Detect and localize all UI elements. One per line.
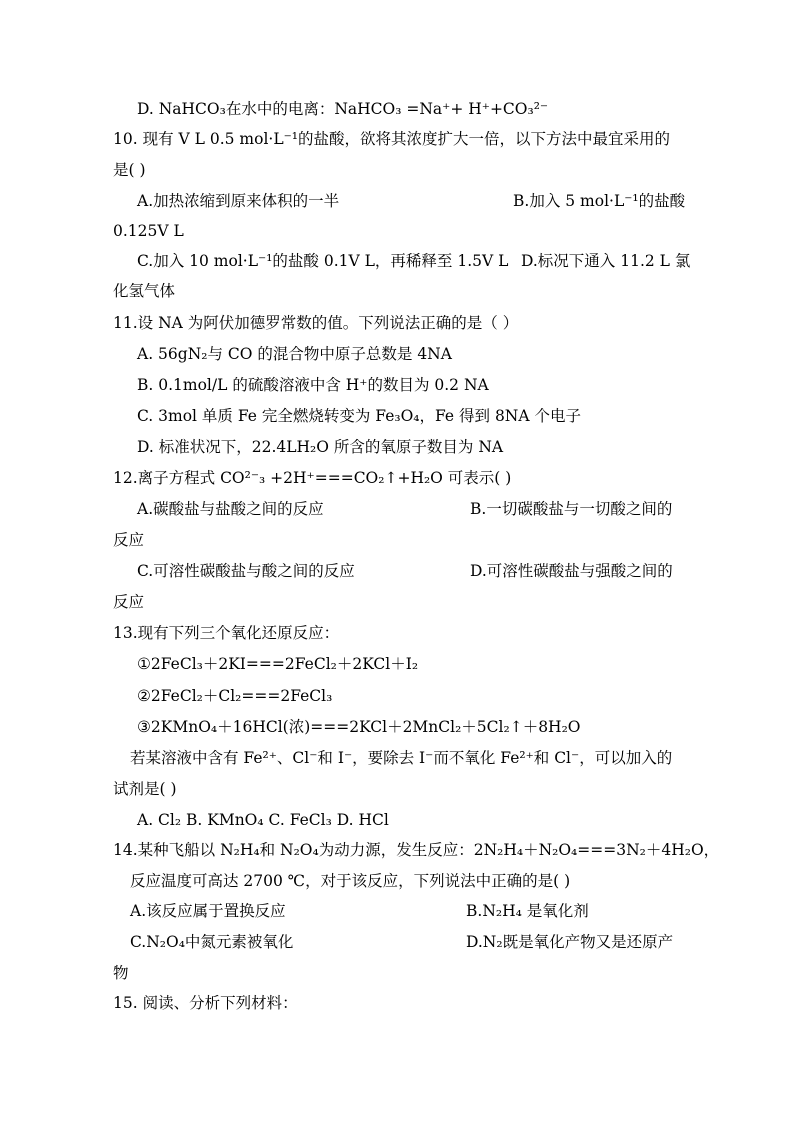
q12-option-d: D.可溶性碳酸盐与强酸之间的 <box>470 562 673 580</box>
q14-option-b: B.N₂H₄ 是氧化剂 <box>466 902 589 920</box>
q12-option-b: B.一切碳酸盐与一切酸之间的 <box>470 500 673 518</box>
q11-option-b: B. 0.1mol/L 的硫酸溶液中含 H⁺的数目为 0.2 NA <box>137 376 489 394</box>
q11-stem: 11.设 NA 为阿伏加德罗常数的值。下列说法正确的是（ ） <box>113 314 519 332</box>
q13-question-cont: 试剂是( ) <box>113 780 177 798</box>
q10-option-b: B.加入 5 mol·L⁻¹的盐酸 <box>513 192 686 210</box>
q12-option-d-cont: 反应 <box>113 593 145 611</box>
q12-option-b-cont: 反应 <box>113 531 145 549</box>
q12-option-a: A.碳酸盐与盐酸之间的反应 <box>137 500 324 518</box>
q14-stem: 14.某种飞船以 N₂H₄和 N₂O₄为动力源，发生反应：2N₂H₄＋N₂O₄===3N₂＋4H₂O， <box>113 841 720 859</box>
q14-option-d-cont: 物 <box>113 964 129 982</box>
q10-option-c: C.加入 10 mol·L⁻¹的盐酸 0.1V L，再稀释至 1.5V L <box>137 252 509 270</box>
q13-question: 若某溶液中含有 Fe²⁺、Cl⁻和 I⁻，要除去 I⁻而不氧化 Fe²⁺和 Cl⁻，可以加入的 <box>130 749 673 767</box>
q10-option-d-cont: 化氢气体 <box>113 282 176 300</box>
q11-option-a: A. 56gN₂与 CO 的混合物中原子总数是 4NA <box>137 345 452 363</box>
q14-option-d: D.N₂既是氧化产物又是还原产 <box>466 933 674 951</box>
q11-option-d: D. 标准状况下，22.4LH₂O 所含的氧原子数目为 NA <box>137 438 504 456</box>
q10-stem-cont: 是( ) <box>113 161 146 179</box>
q13-options: A. Cl₂ B. KMnO₄ C. FeCl₃ D. HCl <box>137 811 389 829</box>
q10-stem: 10. 现有 V L 0.5 mol·L⁻¹的盐酸，欲将其浓度扩大一倍，以下方法中最宜采用的 <box>113 130 671 148</box>
q10-option-d: D.标况下通入 11.2 L 氯 <box>521 252 691 270</box>
q14-option-c: C.N₂O₄中氮元素被氧化 <box>130 933 294 951</box>
q12-option-c: C.可溶性碳酸盐与酸之间的反应 <box>137 562 355 580</box>
q9-option-d: D. NaHCO₃在水中的电离：NaHCO₃ =Na⁺+ H⁺+CO₃²⁻ <box>137 100 549 118</box>
q12-stem: 12.离子方程式 CO²⁻₃ +2H⁺===CO₂↑+H₂O 可表示( ) <box>113 469 512 487</box>
q13-reaction-1: ①2FeCl₃＋2KI===2FeCl₂＋2KCl＋I₂ <box>137 655 419 673</box>
q11-option-c: C. 3mol 单质 Fe 完全燃烧转变为 Fe₃O₄，Fe 得到 8NA 个电子 <box>137 407 581 425</box>
q13-stem: 13.现有下列三个氧化还原反应： <box>113 624 340 642</box>
q13-reaction-2: ②2FeCl₂＋Cl₂===2FeCl₃ <box>137 687 333 705</box>
q14-option-a: A.该反应属于置换反应 <box>130 902 286 920</box>
q14-stem-cont: 反应温度可高达 2700 ℃，对于该反应，下列说法中正确的是( ) <box>130 872 571 890</box>
q10-option-a: A.加热浓缩到原来体积的一半 <box>137 192 340 210</box>
q15-stem: 15. 阅读、分析下列材料： <box>113 994 298 1012</box>
q10-option-b-cont: 0.125V L <box>113 222 184 240</box>
q13-reaction-3: ③2KMnO₄＋16HCl(浓)===2KCl＋2MnCl₂＋5Cl₂↑＋8H₂O <box>137 718 581 736</box>
